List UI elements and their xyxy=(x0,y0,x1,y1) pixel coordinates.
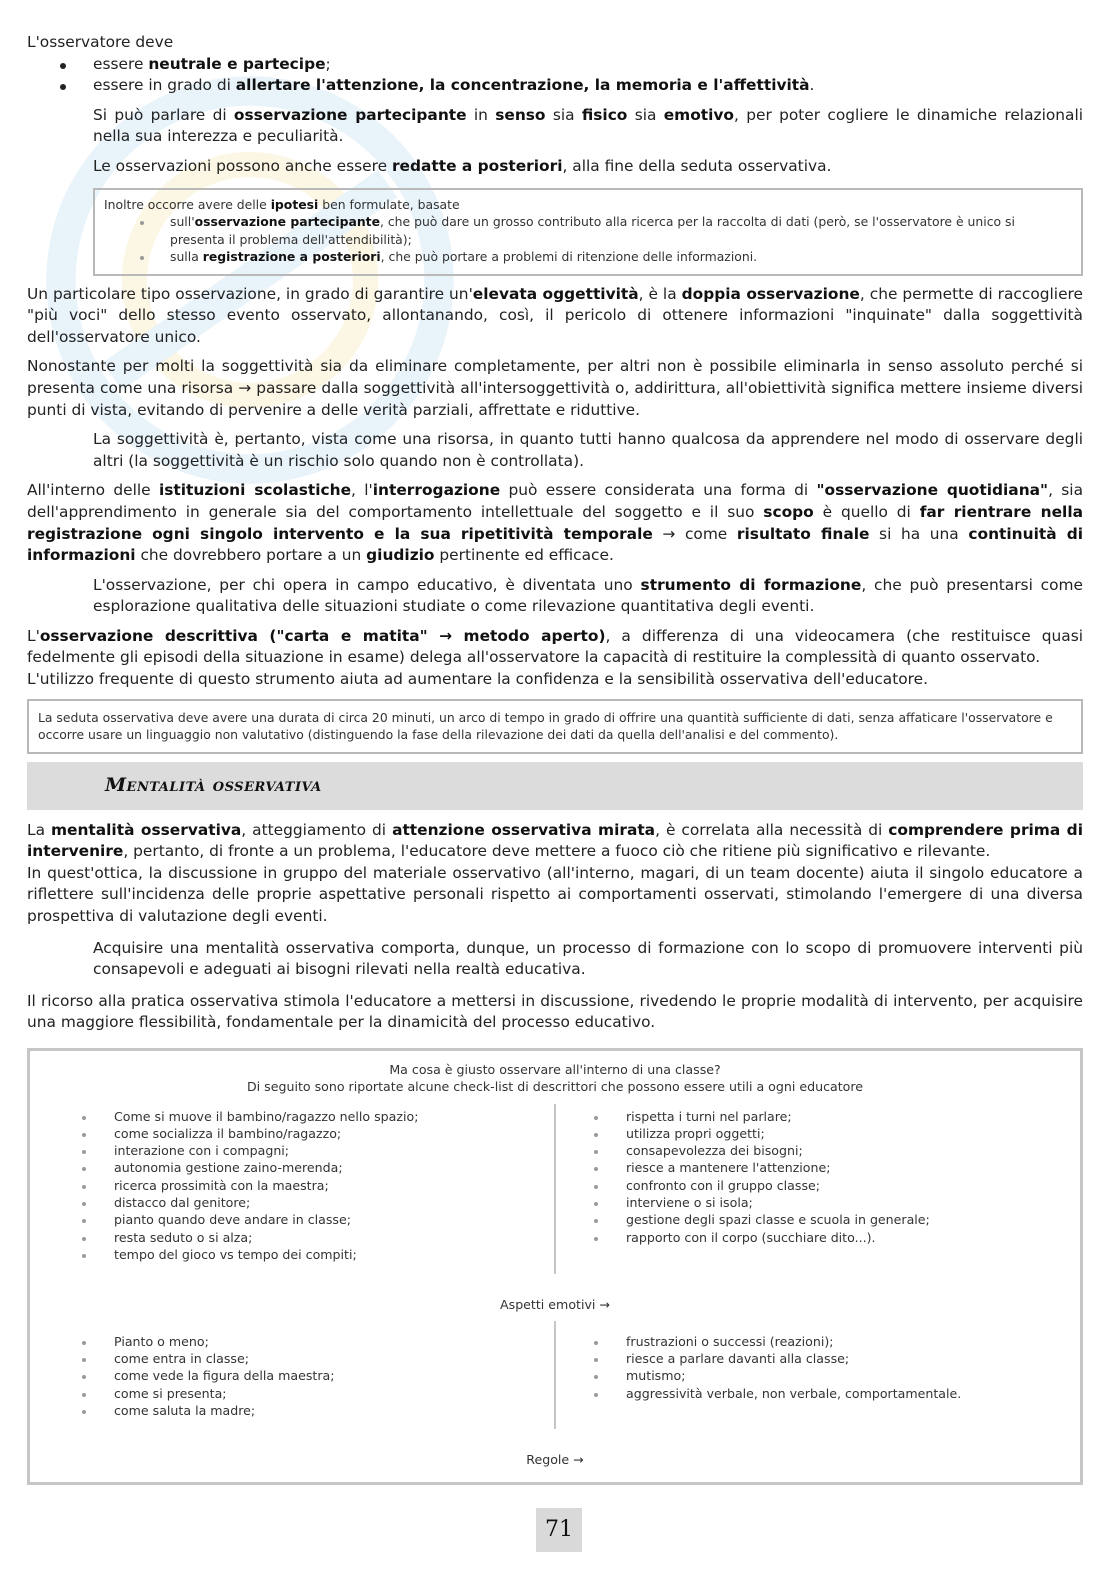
checklist-item: come si presenta; xyxy=(114,1385,554,1402)
hypotheses-note-box xyxy=(93,188,1083,276)
checklist-item: interviene o si isola; xyxy=(626,1194,1066,1211)
paragraph-subjectivity-resource: La soggettività è, pertanto, vista come una risorsa, in quanto tutti hanno qualcosa da apprendere nel modo di osservare degli altri (la soggettività è un rischio solo quando non è controllata). xyxy=(93,430,1083,470)
paragraph-training-process: Acquisire una mentalità osservativa comporta, dunque, un processo di formazione con lo scopo di promuovere interventi più consapevoli e adeguati ai bisogni rilevati nella realtà educativa. xyxy=(93,938,1083,979)
label-emotional-aspects: Aspetti emotivi → xyxy=(500,1296,610,1312)
paragraph-observational-mindset: La mentalità osservativa, atteggiamento di attenzione osservativa mirata, è correlata alla necessità di comprendere prima di intervenire, pertanto, di fronte a un problema, l'educatore deve mettere a fuoco ciò che ritiene più significativo e rilevante. xyxy=(27,820,1083,861)
checklist-item: come entra in classe; xyxy=(114,1350,554,1367)
checklist-columns-behavior xyxy=(44,1108,1066,1274)
checklist-left-list xyxy=(44,1108,554,1264)
checklist-item: distacco dal genitore; xyxy=(114,1194,554,1211)
section-title: Mentalità osservativa xyxy=(105,773,322,796)
paragraph-subjectivity: Nonostante per molti la soggettività sia da eliminare completamente, per altri non è possibile eliminarla in senso assoluto perché si presenta come una risorsa → passare dalla soggettività all'intersoggettività o, addirittura, all'obiettività significa mettere insieme diversi punti di vista, evitando di pervenire a delle verità parziali, affrettate e riduttive. xyxy=(27,357,1083,419)
checklist-item: ricerca prossimità con la maestra; xyxy=(114,1177,554,1194)
checklist-item: utilizza propri oggetti; xyxy=(626,1125,1066,1142)
checklist-item: tempo del gioco vs tempo dei compiti; xyxy=(114,1246,554,1263)
list-item: essere neutrale e partecipe; xyxy=(93,54,1083,76)
checklist-item: rispetta i turni nel parlare; xyxy=(626,1108,1066,1125)
paragraph-frequent-use: L'utilizzo frequente di questo strumento aiuta ad aumentare la confidenza e la sensibilità osservativa dell'educatore. xyxy=(27,670,929,689)
section-header xyxy=(27,762,1083,810)
checklist-item: riesce a parlare davanti alla classe; xyxy=(626,1350,1066,1367)
intro-line: L'osservatore deve xyxy=(27,33,174,51)
list-item: essere in grado di allertare l'attenzione, la concentrazione, la memoria e l'affettività. xyxy=(93,75,1083,97)
note-text: La seduta osservativa deve avere una durata di circa 20 minuti, un arco di tempo in grado di offrire una quantità sufficiente di dati, senza affaticare l'osservatore e occorre usare un linguaggio non valutativo (distinguendo la fase della rilevazione dei dati da quella dell'analisi e del commento). xyxy=(38,709,1053,743)
checklist-item: riesce a mantenere l'attenzione; xyxy=(626,1159,1066,1176)
observer-requirements-list xyxy=(27,54,1083,97)
checklist-item: resta seduto o si alza; xyxy=(114,1229,554,1246)
checklist-item: come socializza il bambino/ragazzo; xyxy=(114,1125,554,1142)
checklist-question: Ma cosa è giusto osservare all'interno di una classe? xyxy=(389,1062,721,1077)
note-intro: Inoltre occorre avere delle ipotesi ben formulate, basate xyxy=(104,196,460,212)
checklist-right-list xyxy=(556,1333,1066,1402)
list-item: sulla registrazione a posteriori, che può portare a problemi di ritenzione delle informazioni. xyxy=(170,248,1072,266)
checklist-item: Pianto o meno; xyxy=(114,1333,554,1350)
list-item: sull'osservazione partecipante, che può dare un grosso contributo alla ricerca per la raccolta di dati (però, se l'osservatore è unico si presenta il problema dell'attendibilità); xyxy=(170,213,1072,248)
checklist-item: come saluta la madre; xyxy=(114,1402,554,1419)
checklist-item: consapevolezza dei bisogni; xyxy=(626,1142,1066,1159)
paragraph-training-tool: L'osservazione, per chi opera in campo educativo, è diventata uno strumento di formazione, che può presentarsi come esplorazione qualitativa delle situazioni studiate o come rilevazione quantitativa degli eventi. xyxy=(93,575,1084,616)
checklist-left-list xyxy=(44,1333,554,1419)
checklist-item: Come si muove il bambino/ragazzo nello spazio; xyxy=(114,1108,554,1125)
paragraph-participant-observation: Si può parlare di osservazione partecipante in senso sia fisico sia emotivo, per poter cogliere le dinamiche relazionali nella sua interezza e peculiarità. xyxy=(93,105,1084,146)
paragraph-a-posteriori: Le osservazioni possono anche essere redatte a posteriori, alla fine della seduta osservativa. xyxy=(93,156,832,175)
checklist-item: pianto quando deve andare in classe; xyxy=(114,1211,554,1228)
paragraph-group-discussion: In quest'ottica, la discussione in gruppo del materiale osservativo (all'interno, magari, di un team docente) aiuta il singolo educatore a riflettere sull'incidenza delle proprie aspettative personali rispetto ai comportamenti osservati, stimolando l'emergere di una diversa prospettiva di valutazione degli eventi. xyxy=(27,863,1083,926)
paragraph-double-observation: Un particolare tipo osservazione, in grado di garantire un'elevata oggettività, è la doppia osservazione, che permette di raccogliere "più voci" dello stesso evento osservato, allontanando, così, il pericolo di ottenere informazioni "inquinate" dalla soggettività dell'osservatore unico. xyxy=(27,284,1083,346)
checklist-item: interazione con i compagni; xyxy=(114,1142,554,1159)
checklist-item: autonomia gestione zaino-merenda; xyxy=(114,1159,554,1176)
paragraph-descriptive-observation: L'osservazione descrittiva ("carta e matita" → metodo aperto), a differenza di una videocamera (che restituisce quasi fedelmente gli episodi della situazione in esame) delega all'osservatore la capacità di restituire la complessità di quanto osservato. xyxy=(27,626,1083,667)
page-number: 71 xyxy=(536,1508,582,1552)
checklist-item: mutismo; xyxy=(626,1367,1066,1384)
label-rules: Regole → xyxy=(526,1451,584,1467)
paragraph-flexibility: Il ricorso alla pratica osservativa stimola l'educatore a mettersi in discussione, rivedendo le proprie modalità di intervento, per acquisire una maggiore flessibilità, fondamentale per la dinamicità del processo educativo. xyxy=(27,991,1083,1032)
checklist-columns-emotional xyxy=(44,1333,1066,1429)
checklist-right-list xyxy=(556,1108,1066,1246)
checklist-box xyxy=(27,1048,1083,1485)
session-duration-note-box xyxy=(27,699,1083,754)
checklist-item: confronto con il gruppo classe; xyxy=(626,1177,1066,1194)
checklist-item: come vede la figura della maestra; xyxy=(114,1367,554,1384)
checklist-item: gestione degli spazi classe e scuola in generale; xyxy=(626,1211,1066,1228)
checklist-subtitle: Di seguito sono riportate alcune check-list di descrittori che possono essere utili a ogni educatore xyxy=(246,1079,864,1095)
paragraph-school-interrogation: All'interno delle istituzioni scolastiche, l'interrogazione può essere considerata una forma di "osservazione quotidiana", sia dell'apprendimento in generale sia del comportamento intellettuale del soggetto e il suo scopo è quello di far rientrare nella registrazione ogni singolo intervento e la sua ripetitività temporale → come risultato finale si ha una continuità di informazioni che dovrebbero portare a un giudizio pertinente ed efficace. xyxy=(27,481,1084,565)
checklist-item: rapporto con il corpo (succhiare dito...). xyxy=(626,1229,1066,1246)
checklist-item: aggressività verbale, non verbale, comportamentale. xyxy=(626,1385,1066,1402)
checklist-item: frustrazioni o successi (reazioni); xyxy=(626,1333,1066,1350)
